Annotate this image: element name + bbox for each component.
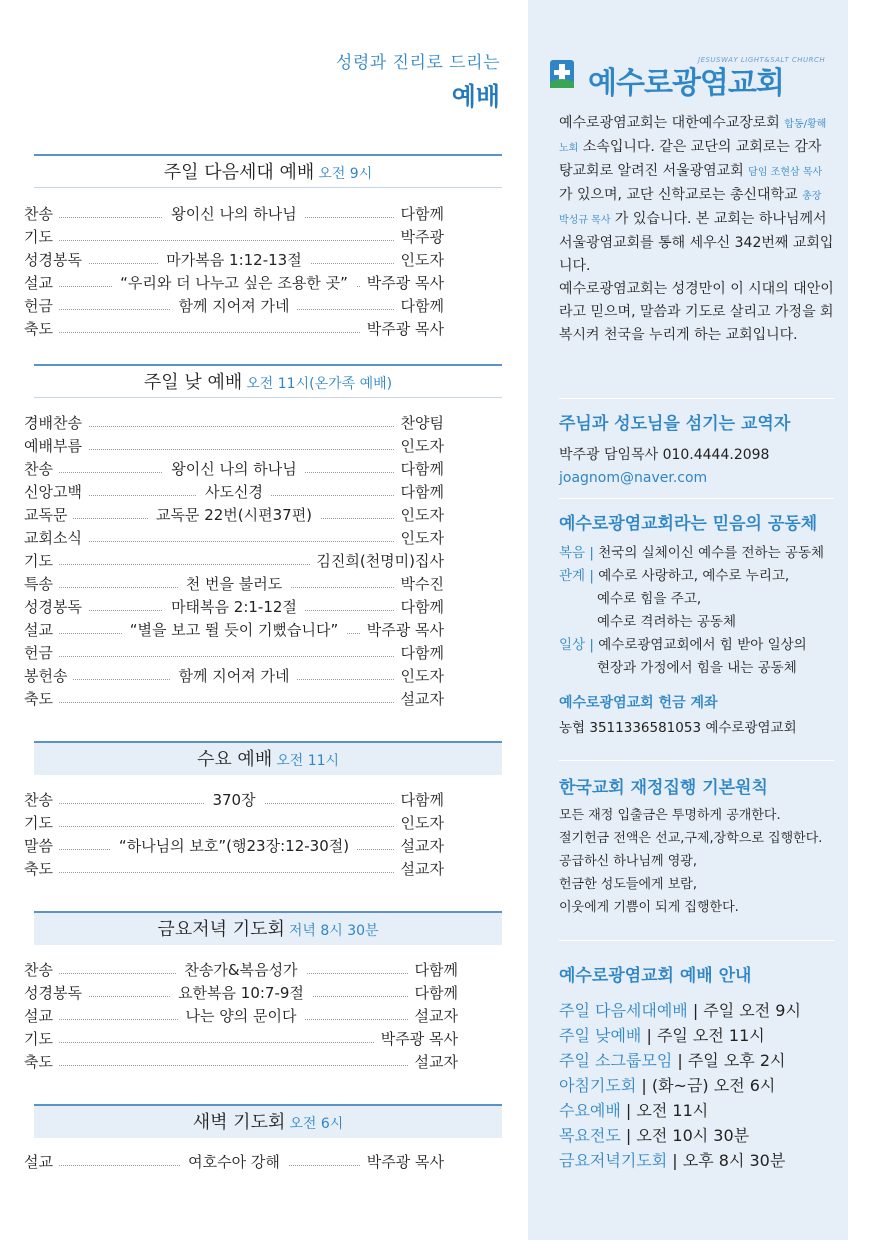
separator: | [672,1051,688,1070]
community-line [559,588,834,611]
separator: | [620,1126,637,1145]
section-header [34,1104,502,1138]
divider [559,398,834,399]
service-item-label: 찬송 [24,458,59,481]
service-item-leader: 박주광 목사 [361,318,444,341]
service-item-label: 성경봉독 [24,596,88,619]
service-item-detail: 사도신경 [197,483,271,501]
service-item-row [24,688,444,711]
service-item-label: 축도 [24,318,59,341]
service-item-leader: 인도자 [395,665,444,688]
community-line [559,565,834,588]
community-line [559,634,834,657]
intro-paragraph-2: 예수로광염교회는 성경만이 이 시대의 대안이라고 믿으며, 말씀과 기도로 살리고 가정을 회복시켜 천국을 누리게 하는 교회입니다. [559,281,834,343]
schedule-time: 오후 8시 30분 [682,1151,786,1170]
service-item-label: 기도 [24,812,59,835]
service-item-leader: 인도자 [395,249,444,272]
pastor-note: 담임 조현삼 목사 [748,167,823,178]
service-item-row [24,435,444,458]
service-item-leader: 설교자 [409,1051,458,1074]
community-text: 예수로 격려하는 공동체 [597,614,736,630]
service-item-detail-wrap [24,203,444,226]
service-item-label: 기도 [24,226,59,249]
page-title: 예배 [451,82,500,111]
service-item-label: 기도 [24,1028,59,1051]
intro-paragraph-1 [559,112,834,278]
service-item-detail: 왕이신 나의 하나님 [163,205,304,223]
service-item-detail: 마가복음 1:12-13절 [158,251,309,269]
dotted-leader [24,702,444,703]
divider [559,940,834,941]
section-friday [34,911,502,945]
separator: | [585,545,599,561]
service-item-leader: 박주광 목사 [375,1028,458,1051]
service-item-detail: 370장 [204,791,263,809]
schedule-time: 주일 오전 9시 [703,1001,801,1020]
service-item-label: 찬송 [24,789,59,812]
schedule-time: (화~금) 오전 6시 [651,1076,776,1095]
community-category: 관계 [559,568,586,584]
service-item-detail: 마태복음 2:1-12절 [163,598,305,616]
president-note: 총장 박성규 목사 [559,191,822,226]
dotted-leader [24,240,444,241]
finance-principle: 헌금한 성도들에게 보람, [559,877,697,892]
service-item-row [24,318,444,341]
community-category: 복음 [559,545,586,561]
schedule-item [559,1073,834,1098]
dotted-leader [24,656,444,657]
service-item-row [24,226,444,249]
service-item-detail: “우리와 더 나누고 싶은 조용한 곳” [112,274,356,292]
schedule-name: 목요전도 [559,1126,621,1145]
service-item-leader: 다함께 [395,642,444,665]
schedule-name: 주일 다음세대예배 [559,1001,688,1020]
service-item-leader: 인도자 [395,527,444,550]
service-item-detail: 여호수아 강해 [180,1153,288,1171]
service-item-leader: 박주광 목사 [361,272,444,295]
service-item-row [24,665,444,688]
finance-section [559,774,834,919]
service-item-row [24,504,444,527]
church-intro [559,112,834,347]
service-item-detail-wrap [24,959,458,982]
dotted-leader [24,1065,458,1066]
schedule-item [559,1098,834,1123]
community-line [559,657,834,680]
schedule-name: 금요저녁기도회 [559,1151,668,1170]
service-item-detail: 함께 지어져 가네 [171,667,298,685]
service-item-label: 설교 [24,619,59,642]
section-time: 오전 6시 [289,1116,344,1132]
schedule-title: 예수로광염교회 예배 안내 [559,966,752,986]
finance-list [559,804,834,919]
schedule-name: 주일 낮예배 [559,1026,642,1045]
service-item-detail-wrap [24,249,444,272]
service-item-detail-wrap [24,573,444,596]
service-item-label: 찬송 [24,203,59,226]
service-item-leader: 김진희(천명미)집사 [310,550,444,573]
service-item-leader: 다함께 [395,295,444,318]
section-sunday-nextgen [34,154,502,188]
dotted-leader [24,872,444,873]
service-item-leader: 다함께 [409,982,458,1005]
separator: | [641,1026,657,1045]
service-item-row [24,481,444,504]
page-subtitle: 성령과 진리로 드리는 [335,53,500,73]
service-item-row [24,203,444,226]
service-item-detail-wrap [24,1005,458,1028]
service-item-leader: 인도자 [395,504,444,527]
service-item-row [24,249,444,272]
community-text: 예수로광염교회에서 힘 받아 일상의 [598,637,807,653]
community-category: 일상 [559,637,586,653]
service-item-label: 설교 [24,1005,59,1028]
service-item-row [24,812,444,835]
account-title: 예수로광염교회 헌금 계좌 [559,695,718,711]
service-item-detail-wrap [24,596,444,619]
service-item-detail-wrap [24,504,444,527]
separator: | [585,568,599,584]
service-order-list [24,1151,444,1174]
finance-principle: 공급하신 하나님께 영광, [559,854,697,869]
section-time: 오전 9시 [318,166,373,182]
service-item-row [24,550,444,573]
section-header [34,911,502,945]
service-item-detail: “별을 보고 뛸 듯이 기뻤습니다” [122,621,347,639]
service-item-leader: 인도자 [395,812,444,835]
separator: | [585,637,599,653]
service-item-leader: 박주광 [395,226,444,249]
finance-title: 한국교회 재정집행 기본원칙 [559,778,768,798]
separator: | [636,1076,652,1095]
separator: | [687,1001,704,1020]
service-item-detail-wrap [24,458,444,481]
community-text: 예수로 힘을 주고, [597,591,702,607]
service-item-label: 교독문 [24,504,73,527]
section-time: 오전 11시 [276,753,340,769]
section-header [34,364,502,398]
church-info-panel [528,0,848,1240]
service-order-list [24,203,444,341]
schedule-time: 오전 10시 30분 [636,1126,750,1145]
service-item-detail: 교독문 22번(시편37편) [148,506,320,524]
finance-principle: 모든 재정 입출금은 투명하게 공개한다. [559,808,781,823]
service-item-leader: 다함께 [395,458,444,481]
schedule-time: 주일 오후 2시 [687,1051,786,1070]
schedule-time: 주일 오전 11시 [656,1026,765,1045]
service-item-leader: 다함께 [395,596,444,619]
service-item-leader: 설교자 [395,688,444,711]
service-item-row [24,982,458,1005]
service-item-leader: 박주광 목사 [361,619,444,642]
service-order-list [24,789,444,881]
service-item-label: 축도 [24,1051,59,1074]
staff-title: 주님과 성도님을 섬기는 교역자 [559,414,791,434]
schedule-item [559,1148,834,1173]
community-section [559,510,834,740]
dotted-leader [24,826,444,827]
service-item-detail-wrap [24,789,444,812]
service-item-detail-wrap [24,982,458,1005]
service-item-label: 성경봉독 [24,249,88,272]
service-item-leader: 다함께 [409,959,458,982]
church-logo [550,56,830,101]
service-item-leader: 박수진 [395,573,444,596]
intro-text: 가 있습니다. 본 교회는 하나님께서 서울광염교회를 통해 세우신 342번째 교회입니다. [559,211,834,274]
service-item-label: 기도 [24,550,59,573]
service-item-row [24,596,444,619]
community-text: 천국의 실체이신 예수를 전하는 공동체 [598,545,825,561]
service-item-label: 특송 [24,573,59,596]
service-item-label: 축도 [24,688,59,711]
service-item-row [24,642,444,665]
section-header [34,154,502,188]
schedule-name: 주일 소그룹모임 [559,1051,673,1070]
section-dawn [34,1104,502,1138]
service-item-leader: 다함께 [395,203,444,226]
separator: | [620,1101,637,1120]
divider [559,760,834,761]
service-item-label: 헌금 [24,642,59,665]
schedule-item [559,998,834,1023]
service-item-label: 신앙고백 [24,481,88,504]
service-item-row [24,412,444,435]
service-item-row [24,527,444,550]
service-item-row [24,858,444,881]
service-item-detail-wrap [24,481,444,504]
schedule-section [559,962,834,1173]
service-item-detail: 요한복음 10:7-9절 [170,984,312,1002]
cross-logo-icon [550,60,574,88]
section-title: 주일 낮 예배 [143,372,243,393]
service-item-row [24,1005,458,1028]
service-item-leader: 설교자 [395,835,444,858]
page-header [336,48,500,113]
staff-email[interactable]: joagnom@naver.com [559,470,708,486]
intro-text: 소속입니다. 같은 교단의 교회로는 감자탕교회로 알려진 서울광염교회 [559,139,822,179]
schedule-item [559,1023,834,1048]
section-title: 수요 예배 [196,749,273,770]
service-item-row [24,1051,458,1074]
service-item-detail-wrap [24,665,444,688]
intro-text: 가 있으며, 교단 신학교로는 총신대학교 [559,187,803,203]
section-title: 새벽 기도회 [192,1112,286,1133]
section-time: 저녁 8시 30분 [288,923,379,939]
service-item-label: 예배부름 [24,435,88,458]
church-english-name: JESUSWAY LIGHT&SALT CHURCH [698,56,826,64]
service-item-leader: 다함께 [395,789,444,812]
service-item-detail: 함께 지어져 가네 [171,297,298,315]
service-item-detail: 나는 양의 문이다 [178,1007,305,1025]
service-item-detail: 왕이신 나의 하나님 [163,460,304,478]
service-item-row [24,959,458,982]
service-item-label: 설교 [24,1151,59,1174]
staff-section [559,410,834,490]
community-line [559,542,834,565]
presbytery-note: 합동/황해노회 [559,119,827,154]
schedule-item [559,1048,834,1073]
section-sunday-main [34,364,502,398]
section-time: 오전 11시(온가족 예배) [246,376,393,392]
schedule-list [559,998,834,1173]
community-title: 예수로광염교회라는 믿음의 공동체 [559,514,818,534]
service-order-list [24,959,458,1074]
service-item-leader: 설교자 [395,858,444,881]
divider [559,498,834,499]
section-header [34,741,502,775]
service-item-label: 봉헌송 [24,665,73,688]
community-text: 현장과 가정에서 힘을 내는 공동체 [597,660,797,676]
section-wednesday [34,741,502,775]
schedule-name: 수요예배 [559,1101,621,1120]
church-name: 예수로광염교회 [588,66,784,101]
service-item-row [24,272,444,295]
service-item-row [24,835,444,858]
service-item-detail: 천 번을 불러도 [178,575,290,593]
finance-principle: 이웃에게 기쁨이 되게 집행한다. [559,900,739,915]
service-item-leader: 설교자 [409,1005,458,1028]
separator: | [667,1151,683,1170]
service-item-leader: 인도자 [395,435,444,458]
section-title: 금요저녁 기도회 [157,919,285,940]
service-item-detail-wrap [24,835,444,858]
community-list [559,542,834,680]
service-item-row [24,1028,458,1051]
service-item-row [24,789,444,812]
service-item-label: 설교 [24,272,59,295]
finance-principle: 절기헌금 전액은 선교,구제,장학으로 집행한다. [559,831,823,846]
service-order-list [24,412,444,711]
service-item-label: 교회소식 [24,527,88,550]
schedule-time: 오전 11시 [636,1101,709,1120]
service-item-row [24,295,444,318]
service-item-label: 찬송 [24,959,59,982]
service-item-leader: 찬양팀 [395,412,444,435]
section-title: 주일 다음세대 예배 [163,162,315,183]
service-item-detail: 찬송가&복음성가 [176,961,305,979]
service-item-row [24,619,444,642]
service-item-label: 축도 [24,858,59,881]
service-item-label: 헌금 [24,295,59,318]
service-item-detail-wrap [24,295,444,318]
schedule-name: 아침기도회 [559,1076,637,1095]
service-item-leader: 박주광 목사 [361,1151,444,1174]
account-number: 농협 3511336581053 예수로광염교회 [559,720,797,736]
community-line [559,611,834,634]
service-item-label: 말씀 [24,835,59,858]
community-text: 예수로 사랑하고, 예수로 누리고, [598,568,790,584]
staff-contact: 박주광 담임목사 010.4444.2098 [559,447,770,463]
service-item-label: 경배찬송 [24,412,88,435]
schedule-item [559,1123,834,1148]
intro-text: 예수로광염교회는 대한예수교장로회 [559,115,785,131]
service-item-row [24,573,444,596]
service-item-detail: “하나님의 보호”(행23장:12-30절) [111,837,357,855]
service-item-row [24,458,444,481]
service-item-label: 성경봉독 [24,982,88,1005]
service-item-row [24,1151,444,1174]
service-item-leader: 다함께 [395,481,444,504]
